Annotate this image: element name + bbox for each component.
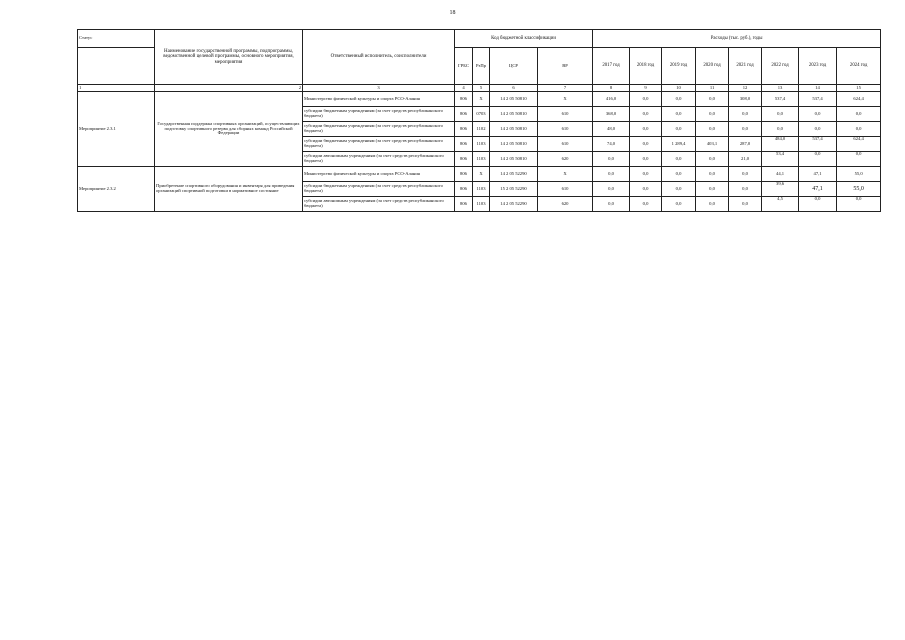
value-cell: 368,0 [593,107,630,122]
rzpr-cell: Х [473,167,490,182]
header-csr: ЦСР [490,48,538,85]
value-cell: 0,0 [630,137,662,152]
value-cell: 0,0 [729,107,762,122]
value-cell: 0,0 [630,122,662,137]
column-number: 14 [799,85,837,92]
value-cell: 0,0 [799,107,837,122]
responsible-cell: субсидии бюджетным учреждениям (за счет средств республиканского бюджета) [303,122,455,137]
value-cell: 0,0 [630,107,662,122]
rzpr-cell: Х [473,92,490,107]
value-cell: 287,0 [729,137,762,152]
header-status: Статус [78,30,155,48]
csr-cell: 14 2 05 50810 [490,107,538,122]
csr-cell: 15 2 05 52290 [490,182,538,197]
grbs-cell: 806 [455,182,473,197]
program-name-cell: Приобретение спортивного оборудования и инвентаря для приведения организаций спортивной подготовки в нормативное состояние [155,167,303,212]
column-number: 7 [538,85,593,92]
table-row [78,167,881,182]
column-number: 13 [762,85,799,92]
column-number: 3 [303,85,455,92]
csr-cell: 14 2 05 50810 [490,152,538,167]
value-cell: 39,6 [762,182,799,197]
value-cell: 0,0 [630,197,662,212]
value-cell: 537,4 [799,92,837,107]
value-cell: 624,4 [837,92,881,107]
column-number: 6 [490,85,538,92]
program-name-cell: Государственная поддержка спортивных организаций, осуществляющих подготовку спортивного резерва для сборных команд Российской Федерации [155,92,303,167]
grbs-cell: 806 [455,107,473,122]
value-cell: 47,1 [799,167,837,182]
header-year: 2020 год [696,48,729,85]
vr-cell: 620 [538,197,593,212]
header-year: 2018 год [630,48,662,85]
column-number: 1 [78,85,155,92]
column-number: 10 [662,85,696,92]
header-grbs: ГРБС [455,48,473,85]
value-cell: 0,0 [593,182,630,197]
responsible-cell: Министерство физической культуры и спорта РСО-Алания [303,167,455,182]
value-cell: 403,1 [696,137,729,152]
value-cell: 0,0 [630,92,662,107]
value-cell: 1 289,4 [662,137,696,152]
value-cell: 0,0 [729,122,762,137]
grbs-cell: 806 [455,167,473,182]
value-cell: 0,0 [837,152,881,167]
value-cell: 0,0 [696,182,729,197]
rzpr-cell: 1103 [473,137,490,152]
csr-cell: 14 2 05 50810 [490,137,538,152]
rzpr-cell: 1103 [473,152,490,167]
value-cell: 55,0 [837,182,881,197]
status-cell: Мероприятие 2.3.1 [78,92,155,167]
column-number: 5 [473,85,490,92]
csr-cell: 14 2 05 52290 [490,167,538,182]
value-cell: 0,0 [799,122,837,137]
responsible-cell: субсидии автономным учреждениям (за счет средств республиканского бюджета) [303,152,455,167]
value-cell: 0,0 [729,197,762,212]
header-year: 2023 год [799,48,837,85]
vr-cell: Х [538,92,593,107]
rzpr-cell: 1103 [473,182,490,197]
vr-cell: 610 [538,122,593,137]
value-cell: 0,0 [630,152,662,167]
vr-cell: 610 [538,137,593,152]
rzpr-cell: 0703 [473,107,490,122]
value-cell: 624,4 [837,137,881,152]
responsible-cell: субсидии бюджетным учреждениям (за счет средств республиканского бюджета) [303,107,455,122]
value-cell: 0,0 [837,107,881,122]
value-cell: 74,0 [593,137,630,152]
value-cell: 0,0 [799,152,837,167]
header-year: 2019 год [662,48,696,85]
value-cell: 0,0 [696,197,729,212]
value-cell: 55,0 [837,167,881,182]
value-cell: 0,0 [729,167,762,182]
value-cell: 53,4 [762,152,799,167]
value-cell: 537,4 [799,137,837,152]
column-number-row [78,85,881,92]
grbs-cell: 806 [455,152,473,167]
value-cell: 0,0 [696,107,729,122]
value-cell: 0,0 [630,167,662,182]
value-cell: 0,0 [696,167,729,182]
value-cell: 0,0 [593,152,630,167]
value-cell: 308,0 [729,92,762,107]
value-cell: 0,0 [662,107,696,122]
value-cell: 0,0 [762,122,799,137]
grbs-cell: 806 [455,92,473,107]
value-cell: 48,0 [593,122,630,137]
header-year: 2024 год [837,48,881,85]
header-year: 2021 год [729,48,762,85]
value-cell: 0,0 [630,182,662,197]
status-cell: Мероприятие 2.3.2 [78,167,155,212]
budget-table [77,29,881,212]
value-cell: 0,0 [662,152,696,167]
page-number: 18 [449,10,456,16]
value-cell: 47,1 [799,182,837,197]
column-number: 9 [630,85,662,92]
vr-cell: 610 [538,182,593,197]
value-cell: 0,0 [662,182,696,197]
csr-cell: 14 2 05 52290 [490,197,538,212]
grbs-cell: 806 [455,197,473,212]
rzpr-cell: 1102 [473,122,490,137]
responsible-cell: Министерство физической культуры и спорта РСО-Алания [303,92,455,107]
grbs-cell: 806 [455,122,473,137]
column-number: 4 [455,85,473,92]
header-responsible: Ответственный исполнитель, соисполнители [303,30,455,85]
header-expenses: Расходы (тыс. руб.), годы [593,30,881,48]
rzpr-cell: 1103 [473,197,490,212]
header-year: 2022 год [762,48,799,85]
column-number: 2 [155,85,303,92]
vr-cell: 610 [538,107,593,122]
header-status-cont [78,48,155,85]
column-number: 8 [593,85,630,92]
value-cell: 0,0 [593,167,630,182]
column-number: 12 [729,85,762,92]
responsible-cell: субсидии бюджетным учреждениям (за счет средств республиканского бюджета) [303,182,455,197]
value-cell: 0,0 [662,92,696,107]
responsible-cell: субсидии автономным учреждениям (за счет средств республиканского бюджета) [303,197,455,212]
value-cell: 4,5 [762,197,799,212]
value-cell: 44,1 [762,167,799,182]
header-year: 2017 год [593,48,630,85]
value-cell: 0,0 [799,197,837,212]
vr-cell: 620 [538,152,593,167]
value-cell: 0,0 [837,122,881,137]
vr-cell: Х [538,167,593,182]
value-cell: 0,0 [662,167,696,182]
table-row [78,92,881,107]
value-cell: 484,0 [762,137,799,152]
csr-cell: 14 2 05 50810 [490,122,538,137]
header-budget-code: Код бюджетной классификации [455,30,593,48]
value-cell: 0,0 [729,182,762,197]
column-number: 11 [696,85,729,92]
grbs-cell: 806 [455,137,473,152]
value-cell: 0,0 [837,197,881,212]
value-cell: 0,0 [662,122,696,137]
value-cell: 416,0 [593,92,630,107]
value-cell: 0,0 [696,122,729,137]
header-rzpr: РзПр [473,48,490,85]
value-cell: 0,0 [696,152,729,167]
responsible-cell: субсидии бюджетным учреждениям (за счет средств республиканского бюджета) [303,137,455,152]
value-cell: 21,0 [729,152,762,167]
value-cell: 0,0 [696,92,729,107]
value-cell: 537,4 [762,92,799,107]
value-cell: 0,0 [662,197,696,212]
value-cell: 0,0 [593,197,630,212]
value-cell: 0,0 [762,107,799,122]
column-number: 15 [837,85,881,92]
header-name: Наименование государственной программы, подпрограммы, ведомственной целевой программы, основного мероприятия, мероприятия [155,30,303,85]
csr-cell: 14 2 05 50810 [490,92,538,107]
header-vr: ВР [538,48,593,85]
